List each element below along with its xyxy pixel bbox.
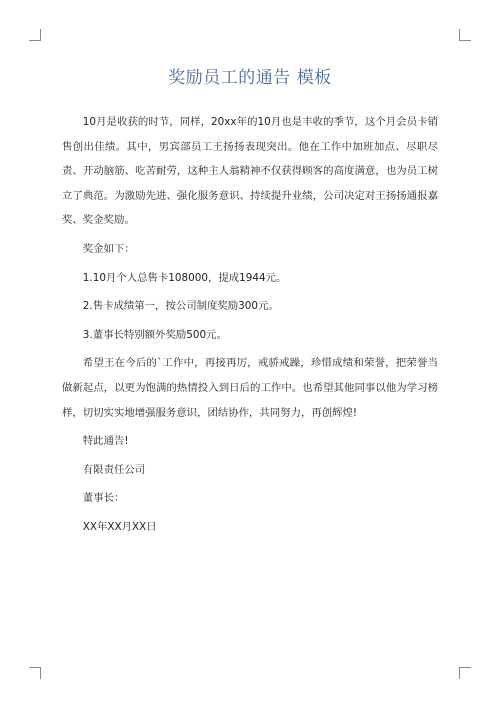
closing-paragraph: 希望王在今后的`工作中，再接再厉，戒骄戒躁，珍惜成绩和荣誉，把荣誉当做新起点，以更为饱满的热情投入到日后的工作中。也希望其他同事以他为学习榜样，切切实实地增强服务意识，团结协作，共同努力，再创辉煌! — [62, 357, 438, 419]
crop-mark-bottom-left — [29, 667, 41, 679]
crop-mark-top-right — [459, 29, 471, 41]
crop-mark-top-left — [29, 29, 41, 41]
notice-line: 特此通告! — [82, 435, 129, 448]
bonus-item-3: 3.董事长特别额外奖励500元。 — [82, 328, 227, 341]
intro-paragraph: 10月是收获的时节，同样，20xx年的10月也是丰收的季节，这个月会员卡销售创出佳绩。其中，男宾部员工王扬扬表现突出。他在工作中加班加点、尽职尽责、开动脑筋、吃苦耐劳，这种主人翁精神不仅获得顾客的高度满意，也为员工树立了典范。为激励先进、强化服务意识、持续提升业绩，公司决定对王扬扬通报嘉奖、奖金奖励。 — [62, 116, 438, 227]
bonus-heading: 奖金如下： — [82, 242, 135, 255]
company-name: 有限责任公司 — [82, 463, 146, 476]
document-body — [62, 110, 438, 540]
chairman-label: 董事长： — [82, 492, 125, 505]
bonus-item-1: 1.10月个人总售卡108000，提成1944元。 — [82, 271, 287, 284]
document-title: 奖励员工的通告 模板 — [168, 68, 332, 88]
bonus-item-2: 2.售卡成绩第一，按公司制度奖励300元。 — [82, 300, 279, 313]
crop-mark-bottom-right — [459, 667, 471, 679]
date-line: XX年XX月XX日 — [82, 520, 157, 533]
